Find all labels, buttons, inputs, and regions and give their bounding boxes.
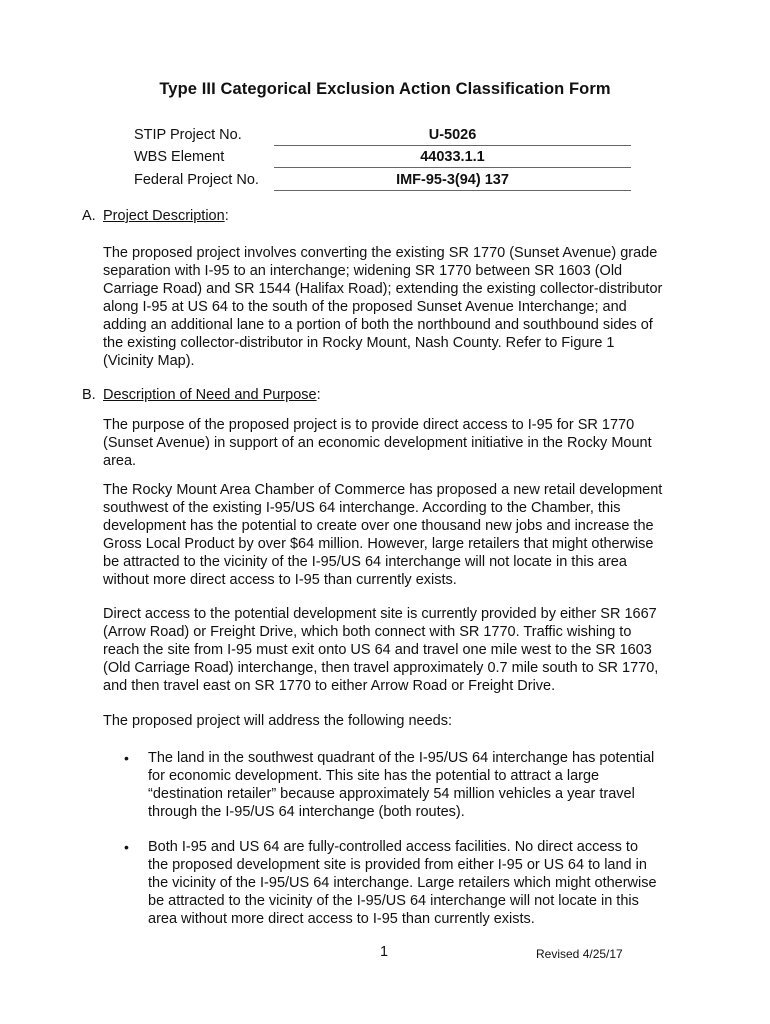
stip-value: U-5026	[428, 127, 477, 143]
form-title: Type III Categorical Exclusion Action Classification Form	[159, 80, 611, 98]
text-line: The proposed project involves converting the existing SR 1770 (Sunset Avenue) grade	[103, 245, 658, 261]
chamber-paragraph	[103, 481, 693, 589]
revision-date: Revised 4/25/17	[536, 947, 623, 961]
need-bullet-2	[148, 838, 693, 928]
text-line: the vicinity of the I-95/US 64 interchange. Large retailers which might otherwise	[148, 875, 657, 891]
section-a-heading-suffix: :	[224, 208, 229, 224]
section-b-heading	[103, 387, 321, 403]
text-line: The Rocky Mount Area Chamber of Commerce has proposed a new retail development	[103, 482, 663, 498]
text-line: The purpose of the proposed project is to provide direct access to I-95 for SR 1770	[103, 417, 635, 433]
needs-intro-paragraph	[103, 712, 693, 730]
text-line: and then travel east on SR 1770 to either Arrow Road or Freight Drive.	[103, 678, 556, 694]
section-a-heading-text: Project Description	[103, 208, 225, 224]
text-line: along I-95 at US 64 to the south of the proposed Sunset Avenue Interchange; and	[103, 299, 627, 315]
stip-label: STIP Project No.	[134, 127, 242, 143]
text-line: southwest of the existing I-95/US 64 interchange. According to the Chamber, this	[103, 500, 621, 516]
section-b-heading-suffix: :	[316, 387, 321, 403]
section-a-letter: A.	[82, 208, 96, 224]
text-line: for economic development. This site has the potential to attract a large	[148, 768, 600, 784]
project-id-row-stip	[0, 124, 770, 146]
text-line: The proposed project will address the following needs:	[103, 713, 453, 729]
federal-value: IMF-95-3(94) 137	[396, 172, 509, 188]
text-line: “destination retailer” because approximately 54 million vehicles a year travel	[148, 786, 635, 802]
text-line: (Arrow Road) or Freight Drive, which both connect with SR 1770. Traffic wishing to	[103, 624, 632, 640]
section-b-heading-text: Description of Need and Purpose	[103, 387, 317, 403]
wbs-label: WBS Element	[134, 149, 225, 165]
text-line: be attracted to the vicinity of the I-95/US 64 interchange will not locate in this	[148, 893, 639, 909]
text-line: area without more direct access to I-95 than currently exists.	[148, 911, 535, 927]
text-line: separation with I-95 to an interchange; widening SR 1770 between SR 1603 (Old	[103, 263, 623, 279]
bullet-icon: •	[124, 839, 129, 855]
text-line: the proposed development site is provided from either I-95 or US 64 to land in	[148, 857, 647, 873]
text-line: The land in the southwest quadrant of the I-95/US 64 interchange has potential	[148, 750, 655, 766]
text-line: without more direct access to I-95 than currently exists.	[103, 572, 457, 588]
text-line: be attracted to the vicinity of the I-95/US 64 interchange will not locate in this area	[103, 554, 627, 570]
text-line: (Sunset Avenue) in support of an economic development initiative in the Rocky Mount	[103, 435, 652, 451]
text-line: adding an additional lane to a portion of both the northbound and southbound sides of	[103, 317, 653, 333]
page-number: 1	[380, 944, 389, 960]
text-line: (Old Carriage Road) interchange, then travel approximately 0.7 mile south to SR 1770,	[103, 660, 659, 676]
text-line: Both I-95 and US 64 are fully-controlled access facilities. No direct access to	[148, 839, 639, 855]
text-line: Direct access to the potential development site is currently provided by either SR 1667	[103, 606, 657, 622]
project-id-row-federal	[0, 169, 770, 191]
text-line: Gross Local Product by over $64 million. However, large retailers that might otherwise	[103, 536, 654, 552]
project-id-row-wbs	[0, 146, 770, 168]
purpose-paragraph	[103, 416, 693, 470]
bullet-icon: •	[124, 750, 129, 766]
wbs-value: 44033.1.1	[420, 149, 485, 165]
need-bullet-1	[148, 749, 693, 821]
project-description-paragraph	[103, 244, 693, 370]
text-line: reach the site from I-95 must exit onto US 64 and travel one mile west to the SR 1603	[103, 642, 652, 658]
section-a-heading	[103, 208, 229, 224]
access-paragraph	[103, 605, 693, 695]
text-line: the existing collector-distributor in Rocky Mount, Nash County. Refer to Figure 1	[103, 335, 615, 351]
federal-underline	[274, 190, 631, 191]
wbs-underline	[274, 167, 631, 168]
text-line: (Vicinity Map).	[103, 353, 195, 369]
text-line: area.	[103, 453, 137, 469]
text-line: Carriage Road) and SR 1544 (Halifax Road); extending the existing collector-distributor	[103, 281, 663, 297]
federal-label: Federal Project No.	[134, 172, 259, 188]
text-line: development has the potential to create over one thousand new jobs and increase the	[103, 518, 654, 534]
section-b-letter: B.	[82, 387, 96, 403]
text-line: through the I-95/US 64 interchange (both routes).	[148, 804, 465, 820]
